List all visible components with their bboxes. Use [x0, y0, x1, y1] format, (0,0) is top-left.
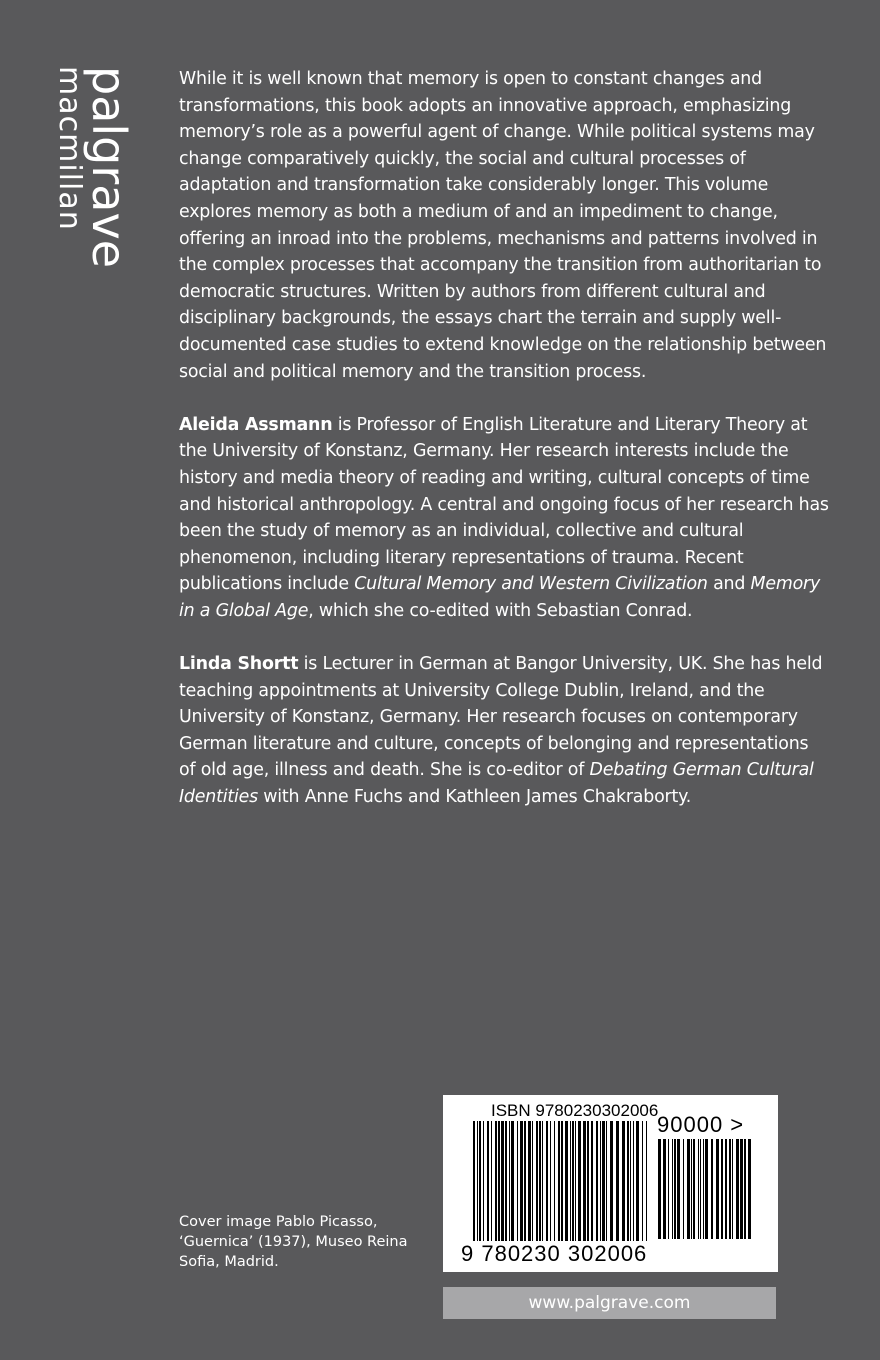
- barcode-bar: [721, 1139, 723, 1239]
- barcode-bar: [528, 1121, 531, 1241]
- barcode-bar: [677, 1139, 680, 1239]
- barcode-bar: [509, 1121, 510, 1241]
- barcode-bar: [622, 1121, 625, 1241]
- barcode-bar: [725, 1139, 727, 1239]
- barcode-bar: [736, 1139, 739, 1239]
- author2-bio: Linda Shortt is Lecturer in German at Bangor University, UK. She has held teaching appointments at University College Dublin, Ireland, and the University of Konstanz, Germany. Her research focuses on contemporary German literature and culture, concepts of belonging and representations of old age, illness and death. She is co-editor of Debating German Cultural Identities with Anne Fuchs and Kathleen James Chakraborty.: [179, 654, 823, 808]
- barcode-bar: [630, 1121, 631, 1241]
- barcode-bar: [591, 1121, 593, 1241]
- barcode-bar: [479, 1121, 481, 1241]
- barcode-bar: [693, 1139, 695, 1239]
- barcode-bar: [546, 1121, 548, 1241]
- barcode-bar: [495, 1121, 497, 1241]
- barcode-bar: [501, 1121, 504, 1241]
- barcode-bar: [487, 1121, 489, 1241]
- barcode-bars: [473, 1121, 648, 1241]
- barcode-bar: [561, 1121, 563, 1241]
- barcode-bar: [672, 1139, 673, 1239]
- barcode-bar: [477, 1121, 478, 1241]
- barcode-number: 9 780230 302006: [461, 1241, 648, 1266]
- cover-image-credit: Cover image Pablo Picasso, ‘Guernica’ (1937), Museo Reina Sofia, Madrid.: [179, 1214, 408, 1270]
- barcode-bar: [616, 1121, 619, 1241]
- back-cover-text: [179, 66, 829, 837]
- barcode-bar: [511, 1121, 514, 1241]
- barcode-bar: [473, 1121, 475, 1241]
- barcode-bar: [520, 1121, 523, 1241]
- barcode-bar: [602, 1121, 605, 1241]
- blurb: While it is well known that memory is open to constant changes and transformations, this book adopts an innovative approach, emphasizing memory’s role as a powerful agent of change. While political systems may change comparatively quickly, the social and cultural processes of adaptation and transformation take considerably longer. This volume explores memory as both a medium of and an impediment to change, offering an inroad into the problems, mechanisms and patterns involved in the complex processes that accompany the transition from authoritarian to democratic structures. Written by authors from different cultural and disciplinary backgrounds, the essays chart the terrain and supply well-documented case studies to extend knowledge on the relationship between social and political memory and the transition process.: [179, 69, 827, 382]
- barcode-bar: [505, 1121, 507, 1241]
- author1-bio: Aleida Assmann is Professor of English Literature and Literary Theory at the University of Konstanz, Germany. Her research interests include the history and media theory of reading and writing, cultural concepts of time and historical anthropology. A central and ongoing focus of her research has been the study of memory as an individual, collective and cultural phenomenon, including literary representations of trauma. Recent publications include Cultural Memory and Western Civilization and Memory in a Global Age, which she co-edited with Sebastian Conrad.: [179, 414, 829, 621]
- author2-name: Linda Shortt: [179, 654, 299, 675]
- barcode-bar: [610, 1121, 613, 1241]
- barcode-bar: [550, 1121, 551, 1241]
- barcode-bar: [542, 1121, 543, 1241]
- barcode-bar: [524, 1121, 526, 1241]
- barcode-bar: [570, 1121, 571, 1241]
- barcode-bar: [578, 1121, 581, 1241]
- barcode-bar: [539, 1121, 541, 1241]
- publisher-website: www.palgrave.com: [443, 1287, 776, 1319]
- barcode-bar: [636, 1121, 639, 1241]
- barcode-bar: [705, 1139, 708, 1239]
- barcode-bar: [536, 1121, 538, 1241]
- barcode-bar: [698, 1139, 699, 1239]
- logo-palgrave: palgrave: [82, 66, 136, 268]
- barcode-bar: [674, 1139, 676, 1239]
- barcode-bar: [575, 1121, 576, 1241]
- isbn-barcode: [443, 1095, 778, 1272]
- barcode-bar: [703, 1139, 704, 1239]
- barcode-bar: [744, 1139, 746, 1239]
- barcode-bar: [687, 1139, 690, 1239]
- barcode-bar: [600, 1121, 601, 1241]
- barcode-bar: [633, 1121, 634, 1241]
- barcode-bar: [691, 1139, 692, 1239]
- barcode-bar: [729, 1139, 731, 1239]
- barcode-bar: [627, 1121, 629, 1241]
- barcode-bar: [646, 1121, 647, 1241]
- barcode-bar: [668, 1139, 669, 1239]
- barcode-bar: [583, 1121, 586, 1241]
- barcode-bar: [558, 1121, 560, 1241]
- logo-macmillan: macmillan: [52, 66, 87, 231]
- price-addon: 90000 >: [657, 1112, 745, 1137]
- barcode-bar: [572, 1121, 574, 1241]
- barcode-bar: [748, 1139, 751, 1239]
- barcode-bar: [740, 1139, 743, 1239]
- barcode-bar: [663, 1139, 666, 1239]
- barcode-bar: [483, 1121, 484, 1241]
- barcode-bar: [606, 1121, 607, 1241]
- barcode-bar: [711, 1139, 713, 1239]
- book-title: Memory in a Global Age: [179, 574, 821, 621]
- barcode-bar: [700, 1139, 701, 1239]
- barcode-bar: [587, 1121, 589, 1241]
- barcode-bar: [658, 1139, 661, 1239]
- barcode-bar: [642, 1121, 643, 1241]
- barcode-bar: [732, 1139, 733, 1239]
- author1-name: Aleida Assmann: [179, 414, 333, 435]
- barcode-bar: [565, 1121, 568, 1241]
- barcode-bar: [716, 1139, 719, 1239]
- barcode-bar: [532, 1121, 533, 1241]
- addon-barcode-bars: [658, 1139, 751, 1239]
- barcode-bar: [683, 1139, 684, 1239]
- barcode-bar: [517, 1121, 518, 1241]
- book-title: Debating German Cultural Identities: [179, 760, 814, 808]
- isbn-label: ISBN 9780230302006: [491, 1101, 659, 1120]
- book-title: Cultural Memory and Western Civilization: [354, 574, 708, 595]
- barcode-bar: [498, 1121, 500, 1241]
- publisher-logo: [48, 66, 136, 268]
- barcode-bar: [554, 1121, 555, 1241]
- barcode-bar: [596, 1121, 598, 1241]
- barcode-bar: [491, 1121, 492, 1241]
